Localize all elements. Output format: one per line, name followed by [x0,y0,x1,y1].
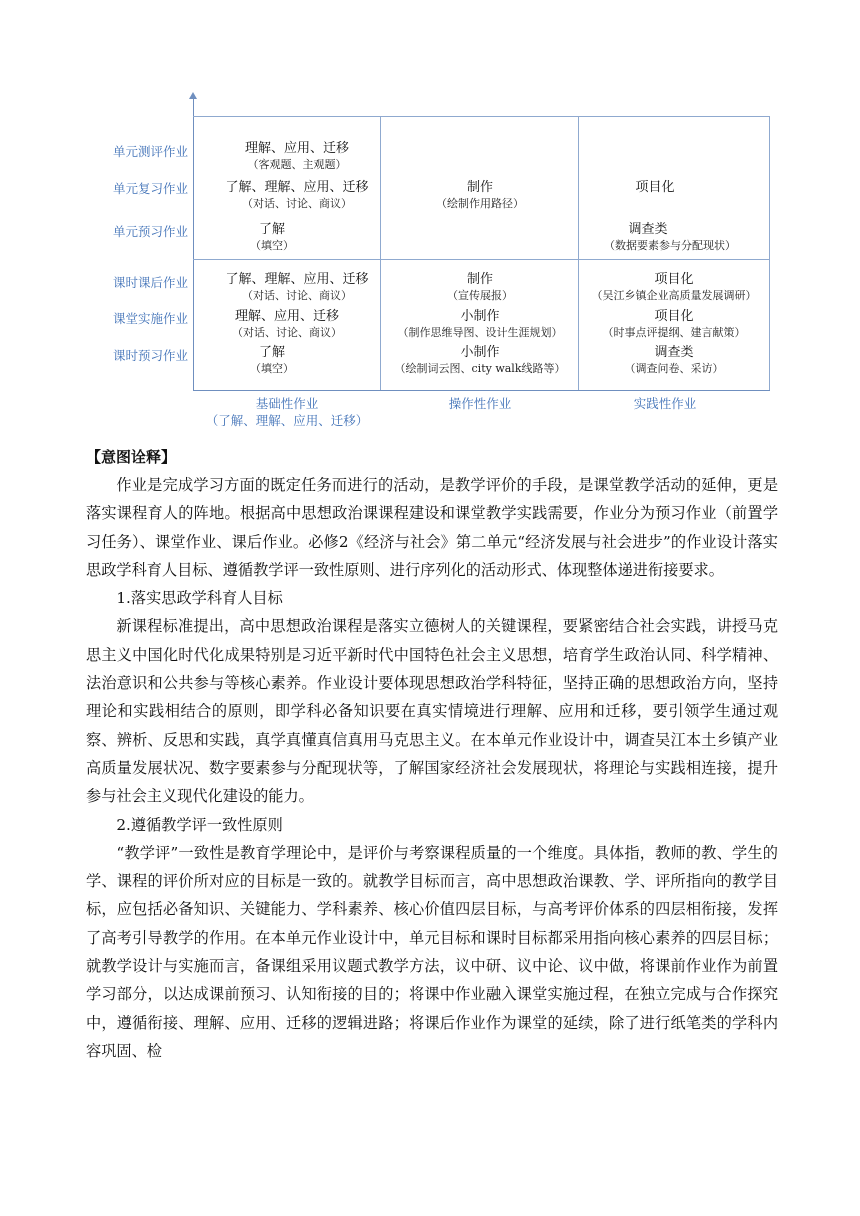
cell-lesson-preview-operate [382,345,578,376]
cell-sub: （填空） [250,362,294,375]
section-heading: 【意图诠释】 [86,448,177,466]
grid-line-top [193,116,769,117]
cell-sub: （时事点评提纲、建言献策） [602,326,746,339]
x-axis [193,390,770,391]
grid-line-right [769,116,770,390]
cell-main: 调查类 [654,345,694,360]
cell-sub: （对话、讨论、商议） [242,289,352,302]
row-label-unit-review: 单元复习作业 [112,181,188,196]
intent-explanation-section [86,443,778,1065]
cell-sub: （绘制作用路径） [436,197,524,210]
homework-matrix-diagram [0,0,860,440]
cell-main: 理解、应用、迁移 [244,141,349,156]
col-label-basic-title: 基础性作业 [255,396,319,411]
row-label-lesson-preview: 课时预习作业 [112,348,188,363]
cell-unit-review-practice [590,180,720,196]
cell-unit-preview-practice [580,222,760,253]
cell-sub: （填空） [250,239,294,252]
cell-lesson-preview-practice [579,345,769,376]
cell-unit-review-basic [207,180,387,211]
col-label-basic [197,395,377,429]
row-label-unit-preview: 单元预习作业 [112,224,188,239]
cell-sub: （对话、讨论、商议） [232,326,342,339]
paragraph-intro: 作业是完成学习方面的既定任务而进行的活动，是教学评价的手段，是课堂教学活动的延伸，更是落实课程育人的阵地。根据高中思想政治课课程建设和课堂教学实践需要，作业分为预习作业（前置学习任务）、课堂作业、课后作业。必修2《经济与社会》第二单元“经济发展与社会进步”的作业设计落实思政学科育人目标、遵循教学评一致性原则、进行序列化的活动形式、体现整体递进衔接要求。 [86,476,778,579]
cell-main: 了解 [258,222,285,237]
cell-main: 调查类 [628,222,668,237]
y-axis-arrow-icon [189,92,197,99]
cell-lesson-after-basic [207,272,387,303]
cell-lesson-preview-basic [207,345,337,376]
row-label-unit-test: 单元测评作业 [112,144,188,159]
row-label-lesson-after: 课时课后作业 [112,275,188,290]
cell-sub: （客观题、主观题） [247,158,347,171]
col-label-practice [590,395,740,412]
cell-main: 项目化 [654,309,694,324]
cell-class-practice [579,309,769,340]
cell-main: 理解、应用、迁移 [234,309,339,324]
cell-main: 小制作 [460,345,500,360]
subheading-1: 1.落实思政学科育人目标 [116,589,283,608]
subheading-2: 2.遵循教学评一致性原则 [116,815,283,834]
cell-main: 项目化 [654,272,694,287]
cell-unit-review-operate [400,180,560,211]
cell-sub: （宣传展报） [447,289,513,302]
col-label-basic-sub: （了解、理解、应用、迁移） [205,413,369,428]
cell-unit-preview-basic [207,222,337,253]
col-label-practice-title: 实践性作业 [633,396,697,411]
cell-sub: （调查问卷、采访） [624,362,724,375]
cell-sub: （对话、讨论、商议） [242,197,352,210]
cell-class-operate [382,309,578,340]
grid-line-middle [193,259,769,260]
cell-unit-test-basic [207,141,387,172]
cell-lesson-after-practice [579,272,769,303]
cell-sub: （绘制词云图、city walk线路等） [394,362,566,375]
cell-main: 制作 [466,272,493,287]
cell-lesson-after-operate [400,272,560,303]
row-label-class: 课堂实施作业 [112,311,188,326]
cell-main: 了解、理解、应用、迁移 [225,180,369,195]
cell-main: 制作 [466,180,493,195]
paragraph-1: 新课程标准提出，高中思想政治课程是落实立德树人的关键课程，要紧密结合社会实践，讲授马克思主义中国化时代化成果特别是习近平新时代中国特色社会主义思想，培育学生政治认同、科学精神、法治意识和公共参与等核心素养。作业设计要体现思想政治学科特征，坚持正确的思想政治方向，坚持理论和实践相结合的原则，即学科必备知识要在真实情境进行理解、应用和迁移，要引领学生通过观察、辨析、反思和实践，真学真懂真信真用马克思主义。在本单元作业设计中，调查吴江本土乡镇产业高质量发展状况、数字要素参与分配现状等，了解国家经济社会发展现状，将理论与实践相连接，提升参与社会主义现代化建设的能力。 [86,617,778,806]
paragraph-2: “教学评”一致性是教育学理论中，是评价与考察课程质量的一个维度。具体指，教师的教、学生的学、课程的评价所对应的目标是一致的。就教学目标而言，高中思想政治课教、学、评所指向的教学目标，应包括必备知识、关键能力、学科素养、核心价值四层目标，与高考评价体系的四层相衔接，发挥了高考引导教学的作用。在本单元作业设计中，单元目标和课时目标都采用指向核心素养的四层目标；就教学设计与实施而言，备课组采用议题式教学方法，议中研、议中论、议中做，将课前作业作为前置学习部分，以达成课前预习、认知衔接的目的；将课中作业融入课堂实施过程，在独立完成与合作探究中，遵循衔接、理解、应用、迁移的逻辑进路；将课后作业作为课堂的延续，除了进行纸笔类的学科内容巩固、检 [86,843,778,1060]
cell-main: 了解、理解、应用、迁移 [225,272,369,287]
cell-main: 了解 [258,345,285,360]
cell-sub: （制作思维导图、设计生涯规划） [397,326,563,339]
col-label-operate-title: 操作性作业 [448,396,512,411]
y-axis [193,97,194,390]
cell-main: 项目化 [635,180,675,195]
col-label-operate [400,395,560,412]
cell-main: 小制作 [460,309,500,324]
cell-sub: （吴江乡镇企业高质量发展调研） [591,289,757,302]
cell-sub: （数据要素参与分配现状） [604,239,736,252]
cell-class-basic [197,309,377,340]
